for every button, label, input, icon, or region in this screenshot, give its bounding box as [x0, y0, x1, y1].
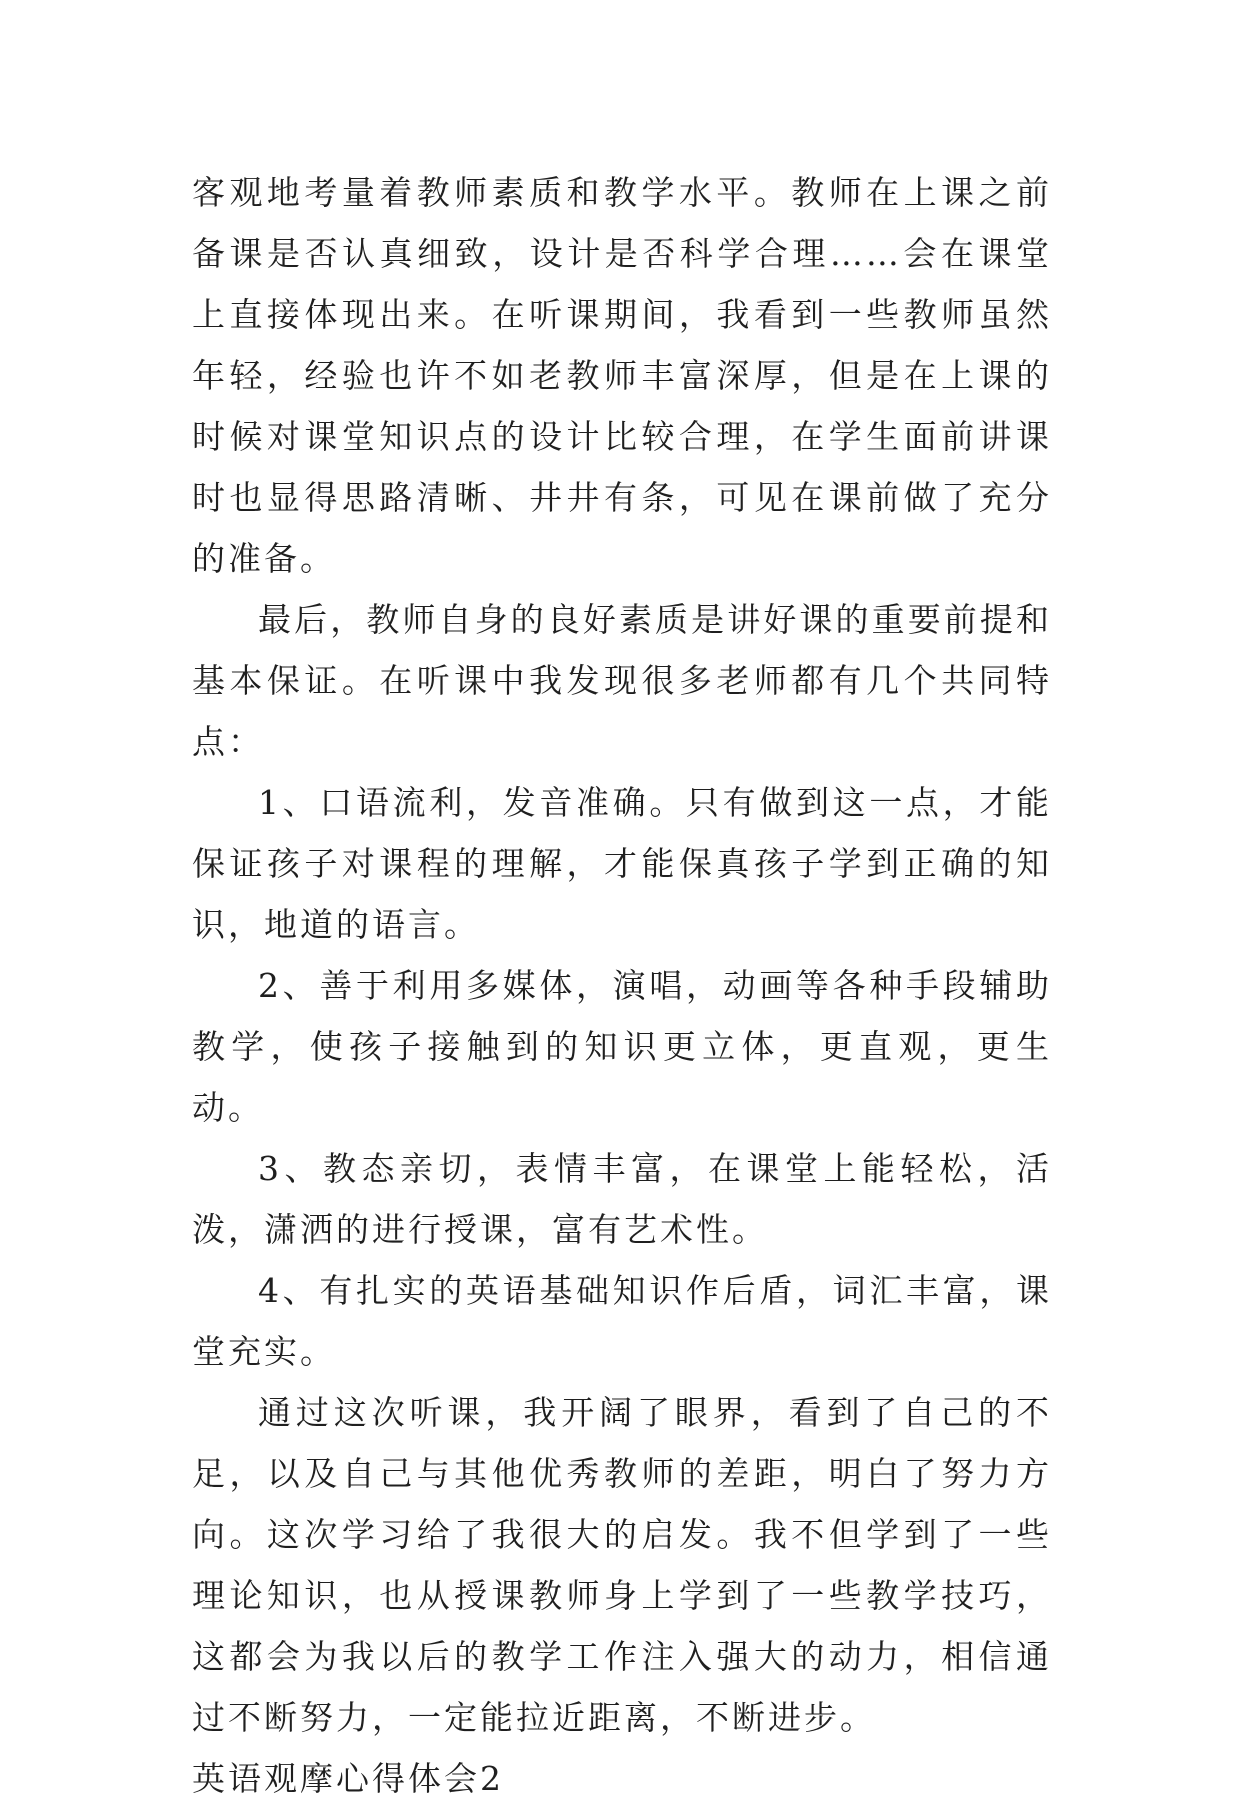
- document-body: [192, 162, 1052, 1809]
- list-item-teaching-manner: 3、教态亲切，表情丰富，在课堂上能轻松，活泼，潇洒的进行授课，富有艺术性。: [192, 1149, 1052, 1249]
- list-item-multimedia: 2、善于利用多媒体，演唱，动画等各种手段辅助教学，使孩子接触到的知识更立体，更直观，更生动。: [192, 966, 1052, 1127]
- list-item-oral-fluency: 1、口语流利，发音准确。只有做到这一点，才能保证孩子对课程的理解，才能保真孩子学到正确的知识，地道的语言。: [192, 783, 1052, 944]
- paragraph-conclusion: 通过这次听课，我开阔了眼界，看到了自己的不足，以及自己与其他优秀教师的差距，明白了努力方向。这次学习给了我很大的启发。我不但学到了一些理论知识，也从授课教师身上学到了一些教学技巧，这都会为我以后的教学工作注入强大的动力，相信通过不断努力，一定能拉近距离，不断进步。: [192, 1393, 1052, 1737]
- paragraph-teacher-preparation: 客观地考量着教师素质和教学水平。教师在上课之前备课是否认真细致，设计是否科学合理……会在课堂上直接体现出来。在听课期间，我看到一些教师虽然年轻，经验也许不如老教师丰富深厚，但是在上课的时候对课堂知识点的设计比较合理，在学生面前讲课时也显得思路清晰、井井有条，可见在课前做了充分的准备。: [192, 173, 1052, 578]
- section-heading: 英语观摩心得体会2: [192, 1759, 504, 1798]
- paragraph-teacher-qualities-intro: 最后，教师自身的良好素质是讲好课的重要前提和基本保证。在听课中我发现很多老师都有几个共同特点：: [192, 600, 1052, 761]
- list-item-english-foundation: 4、有扎实的英语基础知识作后盾，词汇丰富，课堂充实。: [192, 1271, 1052, 1371]
